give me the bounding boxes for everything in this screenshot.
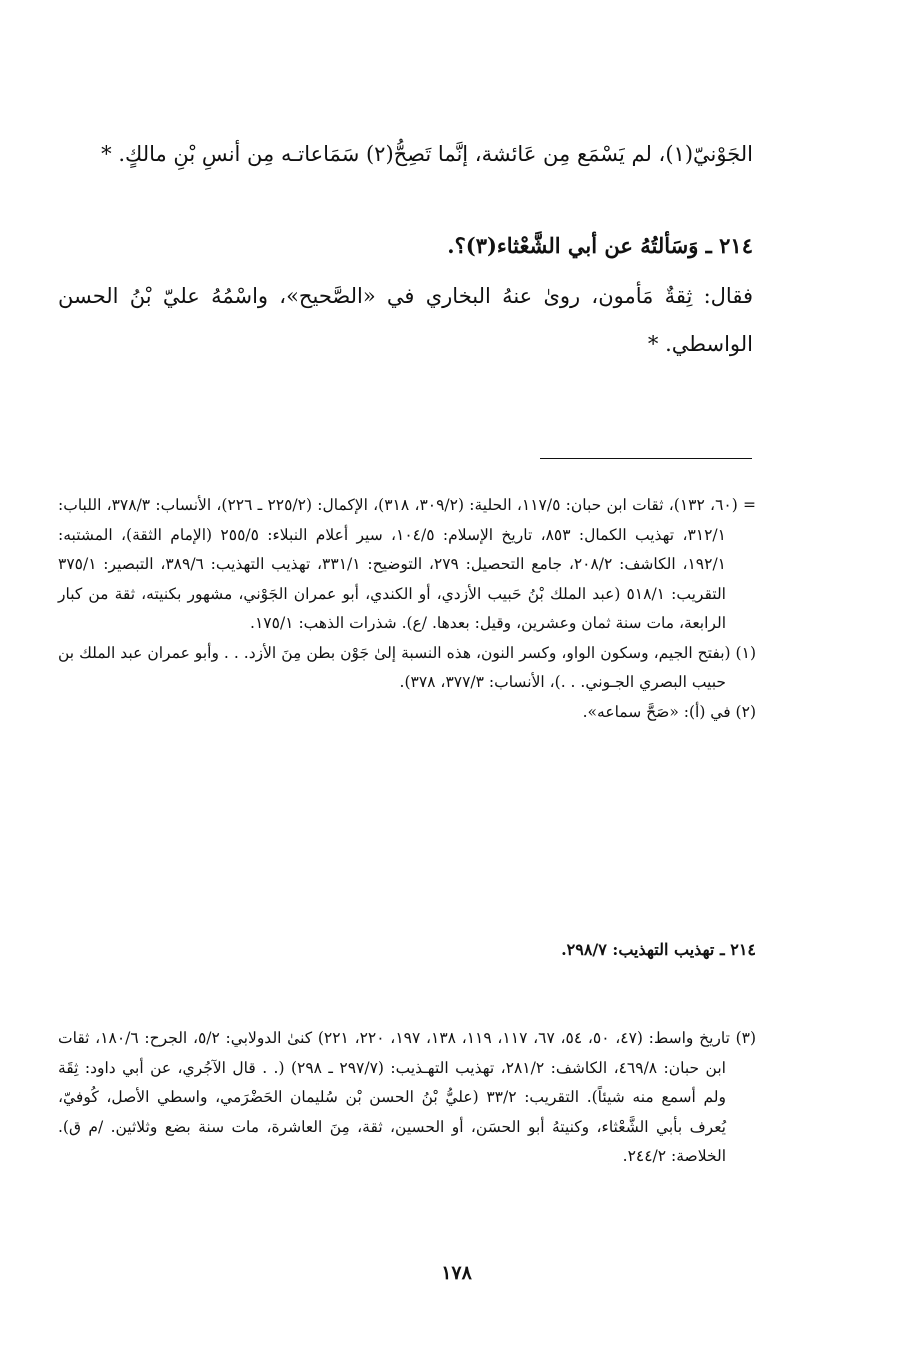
footnotes-block xyxy=(58,491,756,727)
footnote-separator xyxy=(540,458,752,459)
source-note-block xyxy=(58,935,756,965)
main-paragraph-1: الجَوْنيّ(١)، لم يَسْمَع مِن عَائشة، إنَّما تَصِحُّ(٢) سَمَاعاتـه مِن أنسِ بْنِ مالكٍ. * xyxy=(101,142,753,166)
source-note-214: ٢١٤ ـ تهذيب التهذيب: ٢٩٨/٧. xyxy=(561,940,756,959)
entry-214-heading: ٢١٤ ـ وَسَألتُهُ عن أبي الشَّعْثاء(٣)؟. xyxy=(447,233,753,258)
footnote-3: (٣) تاريخ واسط: (٤٧، ٥٠، ٥٤، ٦٧، ١١٧، ١١٩، ١٣٨، ١٩٧، ٢٢٠، ٢٢١) كنىٰ الدولابي: ٥/٢، الجرح: ١٨٠/٦، ثقات ابن حبان: ٤٦٩/٨، الكاشف: ٢٨١/٢، تهذيب التهـذيب: (٢٩٧/٧ ـ ٢٩٨) (. . قال الآجُري، عن أبي داود: ثِقَة ولم أسمع منه شيئاً). التقريب: ٣٣/٢ (عليُّ بْنُ الحسن بْن سُليمان الحَضْرَمي، واسطي الأصل، كُوفيّ، يُعرف بأبي الشَّعْثاء، وكنيتهُ أبو الحسَن، أو الحسين، ثقة، مِنَ العاشرة، مات سنة بضع وثلاثين. /م ق). الخلاصة: ٢٤٤/٢. xyxy=(58,1029,757,1165)
page-number: ١٧٨ xyxy=(441,1262,472,1284)
footnote-continuation: = (٦٠، ١٣٢)، ثقات ابن حبان: ١١٧/٥، الحلية: (٣٠٩/٢، ٣١٨)، الإكمال: (٢٢٥/٢ ـ ٢٢٦)، الأنساب: ٣٧٨/٣، اللباب: ٣١٢/١، تهذيب الكمال: ٨٥٣، تاريخ الإسلام: ١٠٤/٥، سير أعلام النبلاء: ٢٥٥/٥ (الإمام الثقة)، المشتبه: ١٩٢/١، الكاشف: ٢٠٨/٢، جامع التحصيل: ٢٧٩، التوضيح: ٣٣١/١، تهذيب التهذيب: ٣٨٩/٦، التبصير: ٣٧٥/١ التقريب: ٥١٨/١ (عبد الملك بْنُ حَبيب الأزدي، أو الكندي، أبو عمران الجَوْني، مشهور بكنيته، ثقة من كبار الرابعة، مات سنة ثمان وعشرين، وقيل: بعدها. /ع). شذرات الذهب: ١٧٥/١. xyxy=(58,496,756,632)
main-text xyxy=(58,130,753,368)
footnote-1: (١) (بفتح الجيم، وسكون الواو، وكسر النون، هذه النسبة إلىٰ جَوْن بطن مِنَ الأزد. . . وأبو عمران عبد الملك بن حبيب البصري الجـوني. . .)، الأنساب: ٣٧٧/٣، ٣٧٨). xyxy=(58,643,756,691)
entry-214-body: فقال: ثِقةٌ مَأمون، روىٰ عنهُ البخاري في «الصَّحيح»، واسْمُهُ عليّ بْنُ الحسن الواسطي. * xyxy=(58,284,753,356)
footnote-3-block xyxy=(58,1024,756,1172)
footnote-2: (٢) في (أ): «صَحَّ سماعه». xyxy=(582,702,756,721)
